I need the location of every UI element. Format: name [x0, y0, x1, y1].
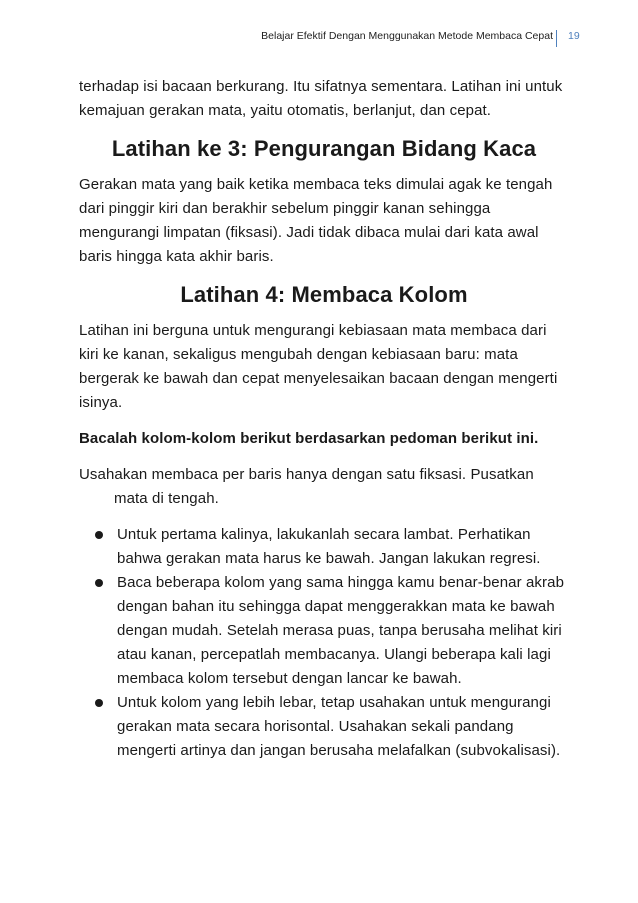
- section4-heading: Latihan 4: Membaca Kolom: [180, 282, 468, 307]
- page-content: [79, 75, 569, 763]
- bullet-icon: [95, 699, 103, 707]
- bullet-icon: [95, 579, 103, 587]
- list-item: [79, 523, 569, 571]
- list-item-text: Baca beberapa kolom yang sama hingga kamu benar-benar akrab dengan bahan itu sehingga dapat menggerakkan mata ke bawah dengan mudah. Setelah merasa puas, tanpa berusaha melihat kiri atau kanan, percepatlah membacanya. Ulangi beberapa kali lagi membaca kolom tersebut dengan lancar ke bawah.: [117, 574, 565, 687]
- page-number: 19: [568, 30, 580, 42]
- intro-paragraph: terhadap isi bacaan berkurang. Itu sifatnya sementara. Latihan ini untuk kemajuan gerakan mata, yaitu otomatis, berlanjut, dan cepat.: [79, 78, 563, 119]
- list-item-text: Untuk kolom yang lebih lebar, tetap usahakan untuk mengurangi gerakan mata secara horisontal. Usahakan sekali pandang mengerti artinya dan jangan berusaha melafalkan (subvokalisasi).: [117, 694, 561, 759]
- list-item-text: Untuk pertama kalinya, lakukanlah secara lambat. Perhatikan bahwa gerakan mata harus ke bawah. Jangan lakukan regresi.: [117, 526, 541, 567]
- header-divider: [556, 30, 557, 47]
- section4-paragraph: Latihan ini berguna untuk mengurangi kebiasaan mata membaca dari kiri ke kanan, sekaligus mengubah dengan kebiasaan baru: mata bergerak ke bawah dan cepat menyelesaikan bacaan dengan mengerti isinya.: [79, 322, 558, 411]
- bullet-list: [79, 523, 569, 763]
- section3-paragraph: Gerakan mata yang baik ketika membaca teks dimulai agak ke tengah dari pinggir kiri dan berakhir sebelum pinggir kanan sehingga mengurangi limpatan (fiksasi). Jadi tidak dibaca mulai dari kata awal baris hingga kata akhir baris.: [79, 176, 553, 265]
- header-title: Belajar Efektif Dengan Menggunakan Metode Membaca Cepat: [261, 30, 553, 42]
- list-item: [79, 691, 569, 763]
- section3-heading: Latihan ke 3: Pengurangan Bidang Kaca: [111, 136, 537, 161]
- guideline-text: Usahakan membaca per baris hanya dengan satu fiksasi. Pusatkan mata di tengah.: [79, 466, 534, 507]
- instruction-text: Bacalah kolom-kolom berikut berdasarkan pedoman berikut ini.: [79, 430, 539, 447]
- bullet-icon: [95, 531, 103, 539]
- list-item: [79, 571, 569, 691]
